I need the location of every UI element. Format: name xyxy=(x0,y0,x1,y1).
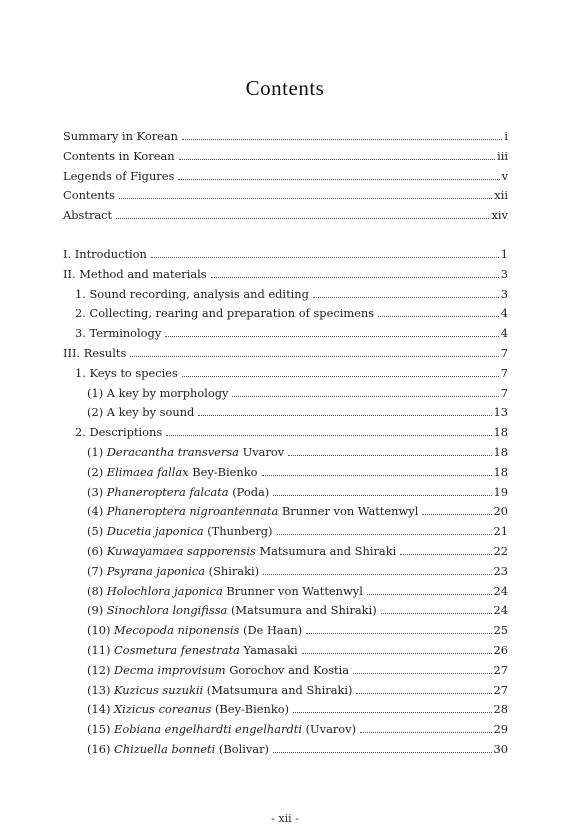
toc-page-number: 24 xyxy=(493,603,508,618)
toc-entry-label xyxy=(87,544,396,558)
toc-entry-label: II. Method and materials xyxy=(63,266,207,281)
toc-entry[interactable] xyxy=(63,737,508,756)
toc-entry[interactable] xyxy=(63,460,508,479)
toc-entry-label xyxy=(87,702,289,716)
toc-entry[interactable] xyxy=(63,618,508,637)
toc-page-number: 22 xyxy=(493,544,508,558)
species-author: (Matsumura and Shiraki) xyxy=(230,603,377,618)
toc-entry-number: (1) xyxy=(87,445,104,459)
toc-entry-label xyxy=(87,722,356,736)
species-name: Elimaea fallax xyxy=(106,464,189,479)
species-name: Xizicus coreanus xyxy=(114,702,212,717)
species-author: (Matsumura and Shiraki) xyxy=(206,682,353,697)
species-name: Psyrana japonica xyxy=(106,563,206,578)
dot-leader xyxy=(356,693,491,694)
toc-entry[interactable] xyxy=(63,579,508,598)
toc-entry-label xyxy=(87,524,273,538)
toc-page-number: 4 xyxy=(500,306,508,321)
toc-page-number: 27 xyxy=(493,662,508,677)
toc-entry[interactable] xyxy=(63,717,508,736)
species-author: (De Haan) xyxy=(243,623,303,638)
toc-entry[interactable] xyxy=(63,499,508,518)
toc-entry[interactable] xyxy=(63,203,508,222)
dot-leader xyxy=(165,336,498,337)
toc-entry[interactable] xyxy=(63,361,508,380)
toc-entry-label: Summary in Korean xyxy=(63,129,179,143)
toc-entry-label: Contents in Korean xyxy=(63,148,175,163)
dot-leader xyxy=(119,198,492,199)
toc-entry[interactable] xyxy=(63,638,508,657)
toc-entry-label xyxy=(87,742,269,756)
toc-entry-number: (7) xyxy=(87,563,104,578)
species-author: Yamasaki xyxy=(243,643,298,657)
toc-entry-label: Contents xyxy=(63,188,115,203)
toc-entry[interactable] xyxy=(63,400,508,419)
dot-leader xyxy=(273,752,492,753)
dot-leader xyxy=(400,554,491,555)
toc-page-number: xii xyxy=(494,188,508,203)
toc-entry-label xyxy=(87,564,259,578)
toc-page-number: 18 xyxy=(493,425,508,440)
toc-entry-label: (1) A key by morphology xyxy=(87,385,229,400)
dot-leader xyxy=(293,712,491,713)
dot-leader xyxy=(232,396,498,397)
toc-page-number: 7 xyxy=(500,365,508,380)
toc-page-number: 18 xyxy=(493,445,508,459)
dot-leader xyxy=(381,613,492,614)
toc-page-number: iii xyxy=(497,148,508,163)
toc-page-number: 19 xyxy=(493,484,508,499)
toc-page-number: 7 xyxy=(500,385,508,400)
toc-page-number: 24 xyxy=(493,583,508,598)
species-name: Kuwayamaea sapporensis xyxy=(106,544,256,558)
species-name: Phaneroptera nigroantennata xyxy=(106,504,279,519)
toc-page-number: 23 xyxy=(493,563,508,578)
toc-entry-number: (2) xyxy=(87,464,104,479)
dot-leader xyxy=(353,673,491,674)
dot-leader xyxy=(151,257,499,258)
toc-page-number: xiv xyxy=(491,208,508,223)
toc-page-number: i xyxy=(504,129,508,143)
toc-entry-label xyxy=(87,603,377,617)
toc-entry-label: 2. Descriptions xyxy=(75,425,163,440)
toc-entry[interactable] xyxy=(63,381,508,400)
toc-page-number: 29 xyxy=(493,722,508,737)
toc-entry-label xyxy=(87,485,269,499)
toc-entry-number: (3) xyxy=(87,484,104,499)
dot-leader xyxy=(211,277,499,278)
toc-entry-label: Abstract xyxy=(63,208,113,223)
species-name: Phaneroptera falcata xyxy=(106,484,229,499)
species-author: Uvarov xyxy=(242,445,285,459)
toc-entry-number: (5) xyxy=(87,524,104,539)
toc-entry[interactable] xyxy=(63,519,508,538)
dot-leader xyxy=(378,316,499,317)
toc-entry-label xyxy=(87,584,363,598)
dot-leader xyxy=(302,653,492,654)
dot-leader xyxy=(198,415,491,416)
toc-entry-label xyxy=(87,465,258,479)
toc-entry-label: 3. Terminology xyxy=(75,326,162,341)
toc-entry-number: (4) xyxy=(87,504,104,519)
toc-entry[interactable] xyxy=(63,440,508,459)
species-name: Chizuella bonneti xyxy=(114,742,216,756)
species-author: (Poda) xyxy=(232,484,270,499)
toc-page-number: 30 xyxy=(493,742,508,756)
toc-entry[interactable] xyxy=(63,144,508,163)
dot-leader xyxy=(116,218,489,219)
species-name: Ducetia japonica xyxy=(106,524,204,539)
toc-page-number: 26 xyxy=(493,643,508,657)
dot-leader xyxy=(263,574,491,575)
toc-entry-number: (10) xyxy=(87,623,111,638)
species-name: Deracantha transversa xyxy=(106,445,239,459)
toc-entry-label: III. Results xyxy=(63,346,127,360)
species-author: Brunner von Wattenwyl xyxy=(281,504,419,519)
toc-entry[interactable] xyxy=(63,559,508,578)
toc-entry-number: (9) xyxy=(87,603,104,618)
dot-leader xyxy=(288,455,491,456)
toc-entry-label xyxy=(87,623,302,637)
toc-entry-number: (13) xyxy=(87,682,111,697)
species-author: (Shiraki) xyxy=(208,563,260,578)
toc-entry[interactable] xyxy=(63,480,508,499)
species-author: Matsumura and Shiraki xyxy=(259,544,397,558)
dot-leader xyxy=(313,297,499,298)
toc-entry[interactable] xyxy=(63,164,508,183)
species-name: Cosmetura fenestrata xyxy=(114,643,240,657)
toc-page-number: 3 xyxy=(500,266,508,281)
species-name: Decma improvisum xyxy=(114,662,226,677)
dot-leader xyxy=(277,534,492,535)
species-author: (Bolivar) xyxy=(218,742,269,756)
toc-entry-number: (12) xyxy=(87,662,111,677)
dot-leader xyxy=(166,435,491,436)
toc-page-number: 28 xyxy=(493,702,508,717)
toc-entry[interactable] xyxy=(63,242,508,261)
species-name: Holochlora japonica xyxy=(106,583,223,598)
toc-page-number: 7 xyxy=(500,346,508,360)
dot-leader xyxy=(367,594,492,595)
toc-page-number: 27 xyxy=(493,682,508,697)
toc-entry[interactable] xyxy=(63,341,508,360)
toc-entry[interactable] xyxy=(63,678,508,697)
dot-leader xyxy=(360,732,491,733)
toc-entry[interactable] xyxy=(63,420,508,439)
toc-page-number: 4 xyxy=(500,326,508,341)
toc-page-number: 3 xyxy=(500,286,508,301)
dot-leader xyxy=(422,514,491,515)
dot-leader xyxy=(273,495,491,496)
species-name: Mecopoda niponensis xyxy=(114,623,240,638)
species-name: Eobiana engelhardti engelhardti xyxy=(114,722,302,737)
toc-page-number: 25 xyxy=(493,623,508,638)
dot-leader xyxy=(179,159,495,160)
toc-page-number: 1 xyxy=(500,247,508,261)
dot-leader xyxy=(178,179,499,180)
toc-entry[interactable] xyxy=(63,697,508,716)
toc-page-number: v xyxy=(501,168,508,183)
page-title: Contents xyxy=(245,76,325,100)
toc-entry[interactable] xyxy=(63,301,508,320)
toc-entry-number: (14) xyxy=(87,702,111,717)
toc-entry[interactable] xyxy=(63,282,508,301)
dot-leader xyxy=(306,633,491,634)
toc-page-number: 21 xyxy=(493,524,508,539)
toc-entry-number: (8) xyxy=(87,583,104,598)
toc-entry[interactable] xyxy=(63,321,508,340)
toc-entry-label: 2. Collecting, rearing and preparation of specimens xyxy=(75,306,375,321)
toc-entry-number: (11) xyxy=(87,643,111,657)
toc-entry[interactable] xyxy=(63,262,508,281)
species-author: Gorochov and Kostia xyxy=(229,662,350,677)
toc-entry-label: 1. Sound recording, analysis and editing xyxy=(75,286,309,301)
toc-entry[interactable] xyxy=(63,539,508,558)
toc-entry[interactable] xyxy=(63,124,508,143)
species-name: Kuzicus suzukii xyxy=(114,682,204,697)
species-author: (Thunberg) xyxy=(207,524,273,539)
toc-entry-label xyxy=(87,504,418,518)
toc-entry-label xyxy=(87,663,349,677)
toc-entry-number: (15) xyxy=(87,722,111,737)
dot-leader xyxy=(182,139,502,140)
toc-entry-number: (16) xyxy=(87,742,111,756)
toc-entry-label: 1. Keys to species xyxy=(75,365,178,380)
toc-page-number: 20 xyxy=(493,504,508,519)
dot-leader xyxy=(130,356,498,357)
toc-entry-label: Legends of Figures xyxy=(63,168,175,183)
toc-page-number: 18 xyxy=(493,464,508,479)
species-author: Bey-Bienko xyxy=(192,464,258,479)
dot-leader xyxy=(182,376,499,377)
species-author: (Uvarov) xyxy=(305,722,357,737)
toc-entry-label xyxy=(87,445,284,459)
toc-entry[interactable] xyxy=(63,183,508,202)
toc-page-number: 13 xyxy=(493,405,508,420)
species-author: (Bey-Bienko) xyxy=(214,702,290,717)
toc-entry-label xyxy=(87,683,352,697)
toc-entry-number: (6) xyxy=(87,544,104,558)
species-author: Brunner von Wattenwyl xyxy=(226,583,363,598)
toc-entry-label: (2) A key by sound xyxy=(87,405,195,420)
page-number-footer: - xii - xyxy=(271,812,299,825)
toc-entry-label: I. Introduction xyxy=(63,247,147,261)
toc-entry[interactable] xyxy=(63,658,508,677)
toc-entry[interactable] xyxy=(63,598,508,617)
toc-entry-label xyxy=(87,643,298,657)
dot-leader xyxy=(262,475,492,476)
species-name: Sinochlora longifissa xyxy=(106,603,228,618)
